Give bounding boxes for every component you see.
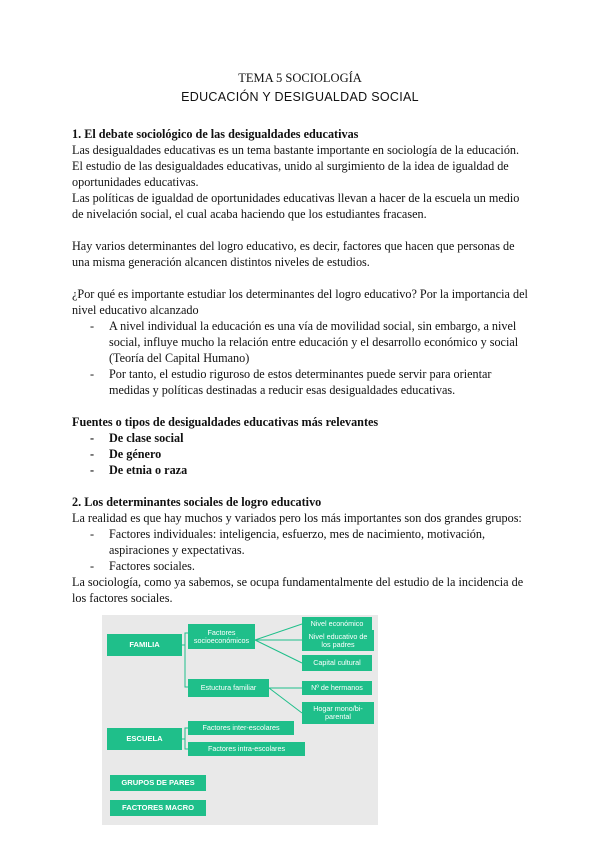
connector-line [255, 624, 302, 640]
page-subtitle: EDUCACIÓN Y DESIGUALDAD SOCIAL [181, 90, 419, 104]
connector-line [255, 640, 302, 663]
paragraph-line: nivel educativo alcanzado [72, 303, 199, 317]
paragraph-line: ¿Por qué es importante estudiar los determinantes del logro educativo? Por la importancia del [72, 287, 528, 301]
list-item-line: (Teoría del Capital Humano) [109, 351, 250, 365]
section1-bullet-list [72, 318, 532, 398]
box-label-line: parental [325, 712, 351, 721]
box-label-line: Factores [207, 627, 236, 637]
paragraph-line: Hay varios determinantes del logro educativo, es decir, factores que hacen que personas de [72, 239, 515, 253]
intra-escolares-box: Factores intra-escolares [188, 742, 305, 756]
hermanos-box: Nº de hermanos [302, 681, 372, 695]
hogar-box [302, 702, 374, 724]
paragraph-line: La sociología, como ya sabemos, se ocupa fundamentalmente del estudio de la incidencia de [72, 575, 524, 589]
list-item: - Factores sociales. [72, 558, 532, 574]
page-title: TEMA 5 SOCIOLOGÍA [238, 71, 362, 85]
paragraph-line: Las políticas de igualdad de oportunidades educativas llevan a hacer de la escuela un medio [72, 191, 520, 205]
nivel-educativo-box [302, 630, 374, 651]
nivel-economico-box: Nivel económico [302, 617, 372, 630]
grupos-pares-box: GRUPOS DE PARES [110, 775, 206, 791]
list-item-line: aspiraciones y expectativas. [109, 543, 245, 557]
box-label-line: Nivel educativo de [308, 631, 368, 641]
paragraph-line: una misma generación alcancen distintos niveles de estudios. [72, 255, 370, 269]
list-item-line: Por tanto, el estudio riguroso de estos determinantes puede servir para orientar [109, 367, 492, 381]
sources-list [72, 430, 532, 478]
document-body [72, 126, 532, 606]
inter-escolares-box: Factores inter-escolares [188, 721, 294, 735]
factores-socioeconomicos-box [188, 624, 255, 649]
connector-line [269, 688, 302, 713]
capital-cultural-box: Capital cultural [302, 655, 372, 671]
list-item [72, 366, 532, 398]
box-label-line: Hogar mono/bi- [313, 704, 363, 713]
section2-bullet-list [72, 526, 532, 574]
sources-heading: Fuentes o tipos de desigualdades educativas más relevantes [72, 415, 379, 429]
list-item: - De género [72, 446, 532, 462]
paragraph-line: los factores sociales. [72, 591, 173, 605]
list-item-line: medidas y políticas destinadas a reducir esas desigualdades educativas. [109, 383, 456, 397]
list-item: - De etnia o raza [72, 462, 532, 478]
box-label-line: los padres [321, 639, 355, 649]
paragraph-line: El estudio de las desigualdades educativas, unido al surgimiento de la idea de igualdad de [72, 159, 509, 173]
escuela-box: ESCUELA [107, 728, 182, 750]
section1-heading: 1. El debate sociológico de las desigualdades educativas [72, 127, 359, 141]
paragraph-line: Las desigualdades educativas es un tema bastante importante en sociología de la educación. [72, 143, 520, 157]
box-label-line: socioeconómicos [193, 635, 250, 645]
list-item-line: social, influye mucho la relación entre educación y el desarrollo económico y social [109, 335, 519, 349]
paragraph-line: La realidad es que hay muchos y variados pero los más importantes son dos grandes grupos: [72, 511, 522, 525]
estructura-familiar-box: Estuctura familiar [188, 679, 269, 697]
list-item-line: A nivel individual la educación es una vía de movilidad social, sin embargo, a nivel [109, 319, 517, 333]
determinants-diagram [102, 615, 378, 825]
paragraph-line: de nivelación social, el cual acaba haciendo que los estudiantes fracasen. [72, 207, 427, 221]
section2-heading: 2. Los determinantes sociales de logro educativo [72, 495, 322, 509]
factores-macro-box: FACTORES MACRO [110, 800, 206, 816]
list-item: - De clase social [72, 430, 532, 446]
familia-box: FAMILIA [107, 634, 182, 656]
list-item-line: Factores individuales: inteligencia, esfuerzo, mes de nacimiento, motivación, [109, 527, 486, 541]
paragraph-line: oportunidades educativas. [72, 175, 199, 189]
list-item [72, 526, 532, 558]
list-item [72, 318, 532, 366]
